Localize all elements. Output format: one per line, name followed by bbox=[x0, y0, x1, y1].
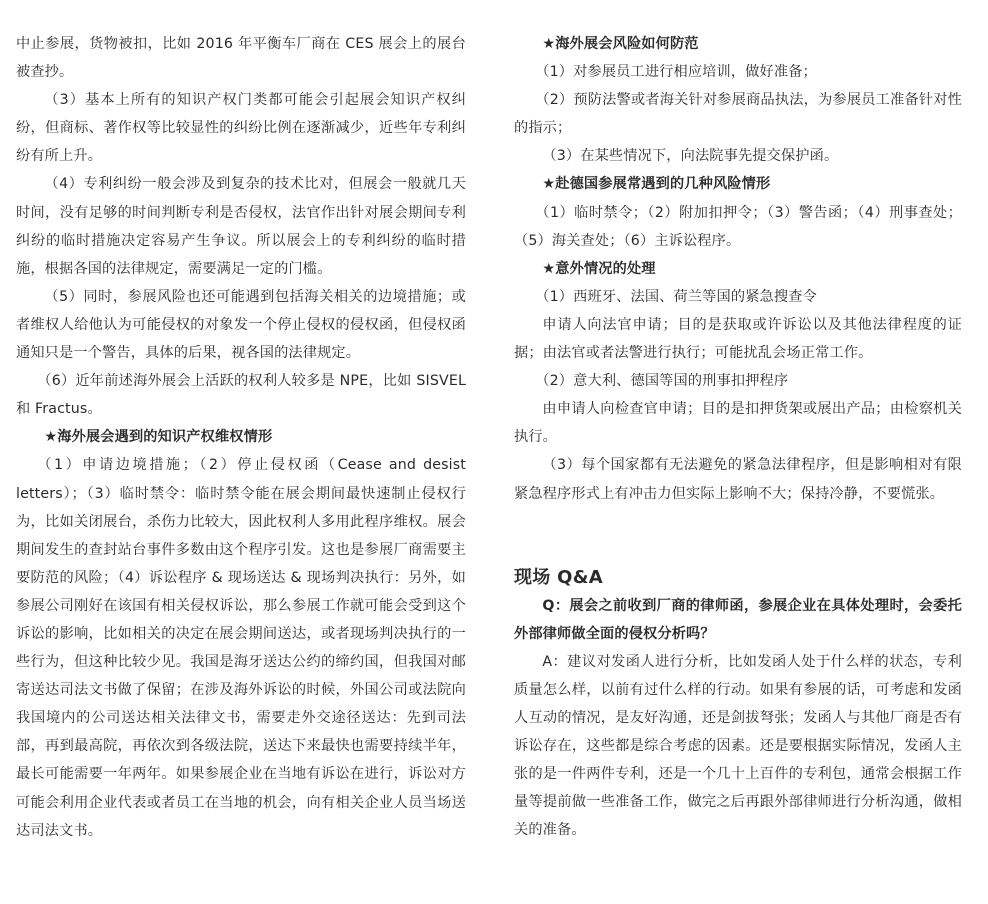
paragraph-enforcement-measures: （1）申请边境措施；（2）停止侵权函（Cease and desist letters）；（3）临时禁令：临时禁令能在展会期间最快速制止侵权行为，比如关闭展台，杀伤力比较大，因此权利人多用此程序维权。展会期间发生的查封站台事件多数由这个程序引发。这也是参展厂商需要主要防范的风险；（4）诉讼程序 & 现场送达 & 现场判决执行：另外，如参展公司刚好在该国有相关侵权诉讼，那么参展工作就可能会受到这个诉讼的影响，比如相关的决定在展会期间送达，或者现场判决执行的一些行为，但这种比较少见。我国是海牙送达公约的缔约国，但我国对邮寄送达司法文书做了保留；在涉及海外诉讼的时候，外国公司或法院向我国境内的公司送达相关法律文书，需要走外交途径送达：先到司法部，再到最高院，再依次到各级法院，送达下来最快也需要持续半年，最长可能需要一年两年。如果参展企业在当地有诉讼在进行，诉讼对方可能会利用企业代表或者员工在当地的机会，向有相关企业人员当场送达司法文书。 bbox=[16, 457, 466, 839]
paragraph-search-warrant-detail: 申请人向法官申请；目的是获取或许诉讼以及其他法律程度的证据；由法官或者法警进行执行；可能扰乱会场正常工作。 bbox=[514, 316, 962, 362]
paragraph-stay-calm: （3）每个国家都有无法避免的紧急法律程序，但是影响相对有限紧急程序形式上有冲击力但实际上影响不大；保持冷静，不要慌张。 bbox=[514, 457, 962, 502]
heading-germany-risks: ★赴德国参展常遇到的几种风险情形 bbox=[542, 176, 771, 193]
paragraph-criminal-seizure: （2）意大利、德国等国的刑事扣押程序 bbox=[535, 373, 789, 390]
paragraph-bailiff-instructions: （2）预防法警或者海关针对参展商品执法，为参展员工准备针对性的指示； bbox=[514, 92, 962, 137]
paragraph-border-measures: （5）同时，参展风险也还可能遇到包括海关相关的边境措施；或者维权人给他认为可能侵权的对象发一个停止侵权的侵权函，但侵权函通知只是一个警告，具体的后果，视各国的法律规定。 bbox=[16, 288, 466, 362]
paragraph-protective-letter: （3）在某些情况下，向法院事先提交保护函。 bbox=[542, 148, 839, 165]
qa-answer: A：建议对发函人进行分析，比如发函人处于什么样的状态，专利质量怎么样，以前有过什么样的行动。如果有参展的话，可考虑和发函人互动的情况，是友好沟通，还是剑拔弩张；发函人与其他厂商是否有诉讼存在，这些都是综合考虑的因素。还是要根据实际情况，发函人主张的是一件两件专利，还是一个几十上百件的专利包，通常会根据工作量等提前做一些准备工作，做完之后再跟外部律师进行分析沟通，做相关的准备。 bbox=[514, 653, 962, 839]
paragraph-search-warrant: （1）西班牙、法国、荷兰等国的紧急搜查令 bbox=[535, 288, 817, 305]
section-spacer bbox=[514, 508, 962, 564]
heading-unexpected-situations: ★意外情况的处理 bbox=[542, 260, 656, 277]
paragraph-npe: （6）近年前述海外展会上活跃的权利人较多是 NPE，比如 SISVEL 和 Fractus。 bbox=[16, 373, 466, 418]
heading-ip-enforcement-situations: ★海外展会遇到的知识产权维权情形 bbox=[44, 429, 273, 446]
paragraph-exhibition-seizure: 中止参展，货物被扣，比如 2016 年平衡车厂商在 CES 展会上的展台被查抄。 bbox=[16, 36, 466, 81]
right-column bbox=[514, 30, 962, 844]
paragraph-ip-categories: （3）基本上所有的知识产权门类都可能会引起展会知识产权纠纷，但商标、著作权等比较显性的纠纷比例在逐渐减少，近些年专利纠纷有所上升。 bbox=[16, 92, 466, 165]
paragraph-patent-disputes: （4）专利纠纷一般会涉及到复杂的技术比对，但展会一般就几天时间，没有足够的时间判断专利是否侵权，法官作出针对展会期间专利纠纷的临时措施决定容易产生争议。所以展会上的专利纠纷的临时措施，根据各国的法律规定，需要满足一定的门槛。 bbox=[16, 176, 466, 277]
left-column bbox=[16, 30, 466, 845]
qa-question: Q：展会之前收到厂商的律师函，参展企业在具体处理时，会委托外部律师做全面的侵权分析吗？ bbox=[514, 597, 962, 642]
qa-section-title: 现场 Q&A bbox=[514, 566, 603, 588]
heading-risk-prevention: ★海外展会风险如何防范 bbox=[542, 36, 699, 52]
paragraph-criminal-seizure-detail: 由申请人向检查官申请；目的是扣押货架或展出产品；由检察机关执行。 bbox=[514, 401, 962, 446]
paragraph-germany-risk-list: （1）临时禁令；（2）附加扣押令；（3）警告函；（4）刑事查处；（5）海关查处；（6）主诉讼程序。 bbox=[514, 204, 962, 249]
paragraph-staff-training: （1）对参展员工进行相应培训，做好准备； bbox=[535, 64, 817, 81]
